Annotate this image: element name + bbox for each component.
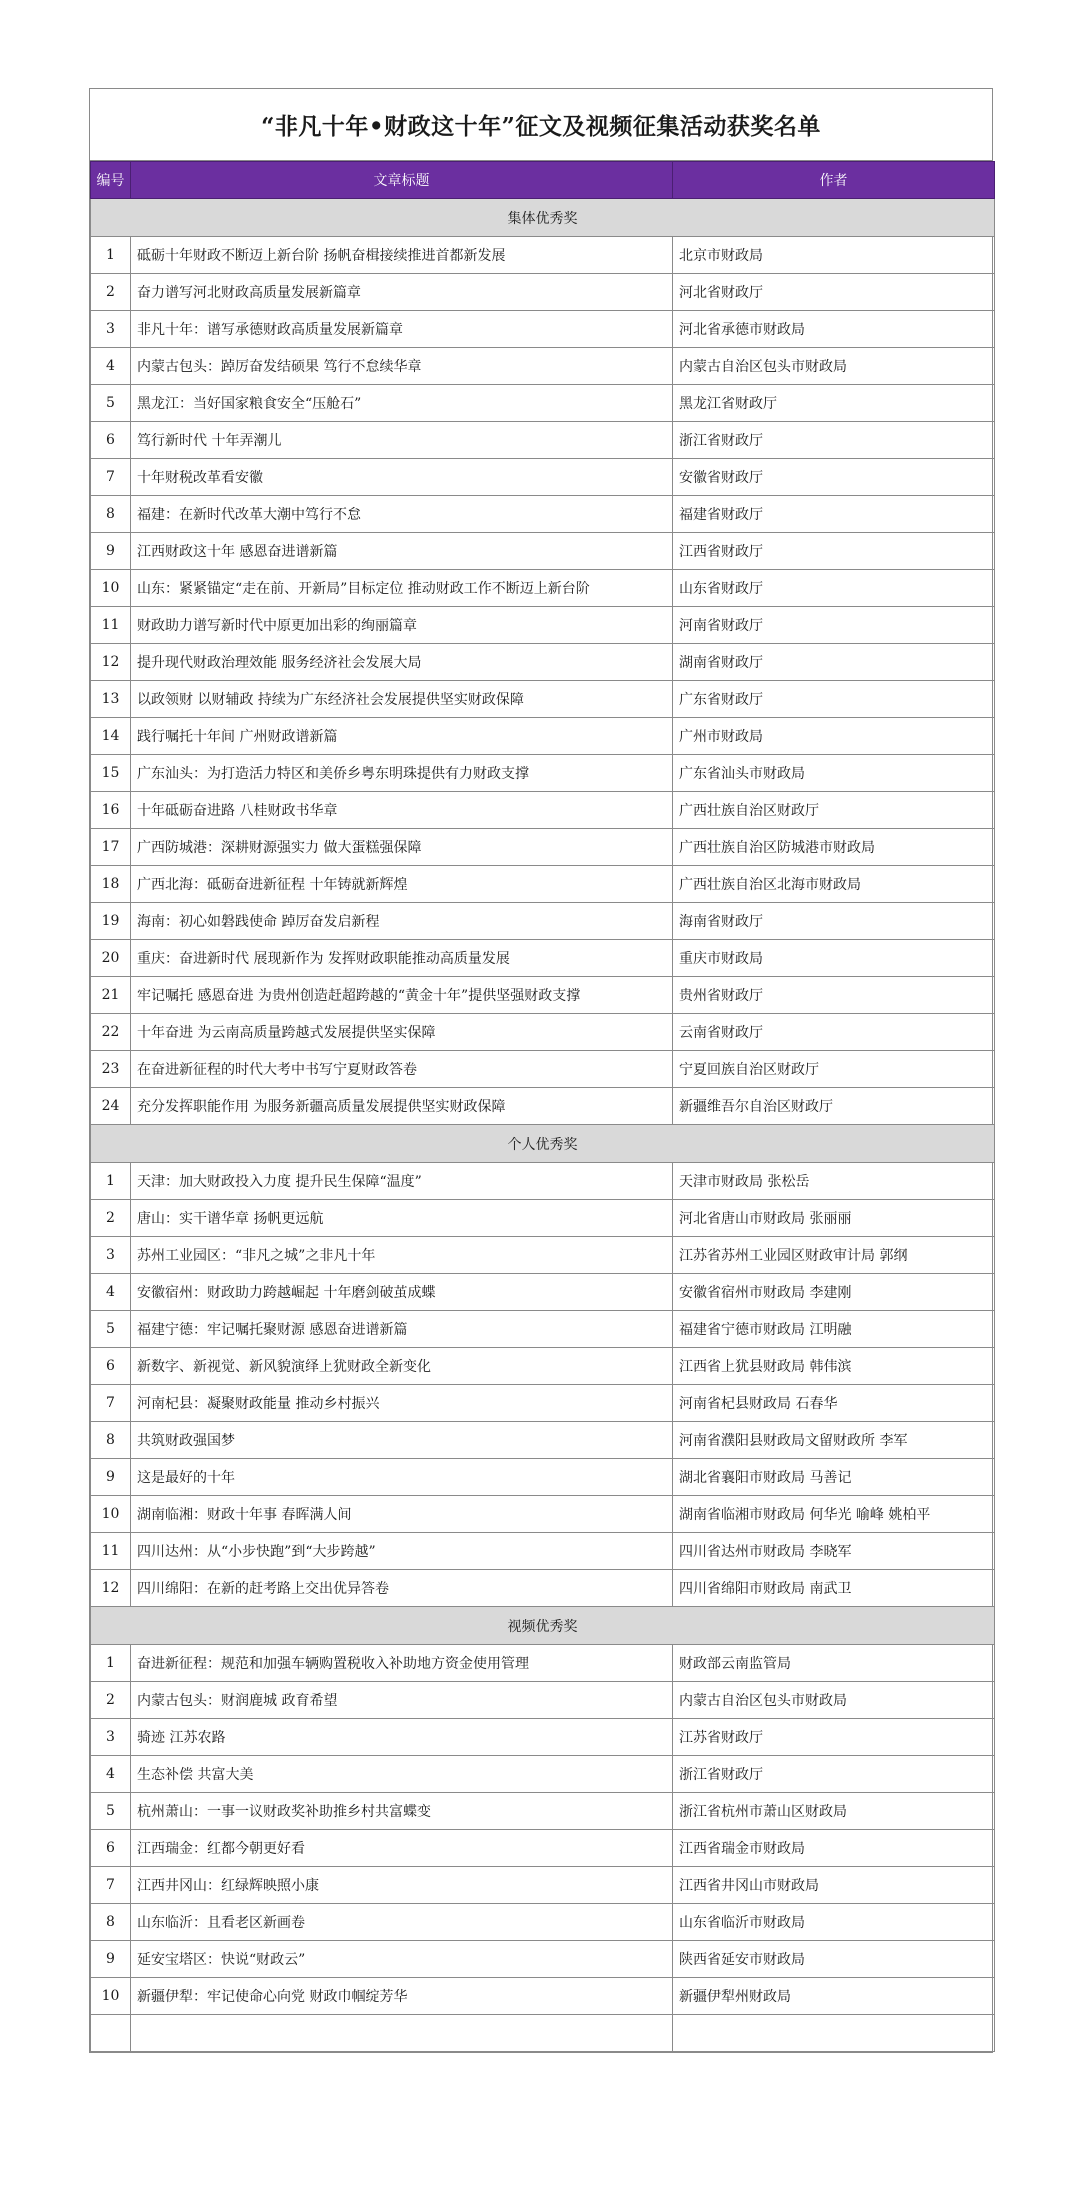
row-title: 砥砺十年财政不断迈上新台阶 扬帆奋楫接续推进首都新发展 [131, 237, 673, 274]
row-number: 4 [91, 348, 131, 385]
row-author: 江西省瑞金市财政局 [673, 1830, 995, 1867]
table-row [91, 1459, 995, 1496]
row-title: 这是最好的十年 [131, 1459, 673, 1496]
row-title: 十年奋进 为云南高质量跨越式发展提供坚实保障 [131, 1014, 673, 1051]
section-name: 视频优秀奖 [91, 1607, 995, 1645]
table-row [91, 1867, 995, 1904]
row-author: 贵州省财政厅 [673, 977, 995, 1014]
table-row [91, 1200, 995, 1237]
section-header-row [91, 199, 995, 237]
section-name: 集体优秀奖 [91, 199, 995, 237]
row-number: 17 [91, 829, 131, 866]
row-author: 宁夏回族自治区财政厅 [673, 1051, 995, 1088]
row-number: 10 [91, 1978, 131, 2015]
table-row [91, 1756, 995, 1793]
row-author: 安徽省宿州市财政局 李建刚 [673, 1274, 995, 1311]
row-author: 广东省财政厅 [673, 681, 995, 718]
row-title: 笃行新时代 十年弄潮儿 [131, 422, 673, 459]
table-row [91, 1422, 995, 1459]
row-title: 唐山：实干谱华章 扬帆更远航 [131, 1200, 673, 1237]
row-number: 9 [91, 1941, 131, 1978]
row-author: 安徽省财政厅 [673, 459, 995, 496]
row-author: 福建省财政厅 [673, 496, 995, 533]
table-row [91, 1014, 995, 1051]
table-row [91, 1496, 995, 1533]
row-number: 1 [91, 237, 131, 274]
row-author: 四川省绵阳市财政局 南武卫 [673, 1570, 995, 1607]
row-title: 重庆：奋进新时代 展现新作为 发挥财政职能推动高质量发展 [131, 940, 673, 977]
row-number: 19 [91, 903, 131, 940]
table-row [91, 274, 995, 311]
row-number: 18 [91, 866, 131, 903]
row-author: 浙江省杭州市萧山区财政局 [673, 1793, 995, 1830]
table-row [91, 1533, 995, 1570]
row-author: 福建省宁德市财政局 江明融 [673, 1311, 995, 1348]
row-author: 陕西省延安市财政局 [673, 1941, 995, 1978]
row-number: 3 [91, 1237, 131, 1274]
row-author: 江苏省财政厅 [673, 1719, 995, 1756]
row-number: 10 [91, 570, 131, 607]
header-title: 文章标题 [131, 162, 673, 199]
row-number: 3 [91, 311, 131, 348]
row-title: 非凡十年：谱写承德财政高质量发展新篇章 [131, 311, 673, 348]
row-author: 河北省承德市财政局 [673, 311, 995, 348]
table-row [91, 903, 995, 940]
row-number: 22 [91, 1014, 131, 1051]
row-number: 2 [91, 1682, 131, 1719]
row-number: 21 [91, 977, 131, 1014]
table-row [91, 792, 995, 829]
row-title: 财政助力谱写新时代中原更加出彩的绚丽篇章 [131, 607, 673, 644]
row-author: 江苏省苏州工业园区财政审计局 郭纲 [673, 1237, 995, 1274]
table-row [91, 681, 995, 718]
section-header-row [91, 1125, 995, 1163]
table-row [91, 829, 995, 866]
row-title: 以政领财 以财辅政 持续为广东经济社会发展提供坚实财政保障 [131, 681, 673, 718]
row-author: 浙江省财政厅 [673, 422, 995, 459]
table-row [91, 1941, 995, 1978]
table-row [91, 311, 995, 348]
row-author: 山东省财政厅 [673, 570, 995, 607]
header-num: 编号 [91, 162, 131, 199]
document-title: “非凡十年•财政这十年”征文及视频征集活动获奖名单 [90, 89, 992, 161]
section-header-row [91, 1607, 995, 1645]
table-body [91, 199, 995, 2052]
row-title: 奋力谱写河北财政高质量发展新篇章 [131, 274, 673, 311]
row-title: 内蒙古包头：踔厉奋发结硕果 笃行不怠续华章 [131, 348, 673, 385]
row-number: 2 [91, 274, 131, 311]
table-row [91, 1385, 995, 1422]
table-row [91, 977, 995, 1014]
table-row [91, 570, 995, 607]
row-author: 天津市财政局 张松岳 [673, 1163, 995, 1200]
row-number: 5 [91, 385, 131, 422]
row-title: 牢记嘱托 感恩奋进 为贵州创造赶超跨越的“黄金十年”提供坚强财政支撑 [131, 977, 673, 1014]
row-title: 十年财税改革看安徽 [131, 459, 673, 496]
row-title: 福建宁德：牢记嘱托聚财源 感恩奋进谱新篇 [131, 1311, 673, 1348]
row-title: 福建：在新时代改革大潮中笃行不怠 [131, 496, 673, 533]
table-row [91, 1311, 995, 1348]
row-author: 湖南省财政厅 [673, 644, 995, 681]
row-author: 新疆维吾尔自治区财政厅 [673, 1088, 995, 1125]
row-title: 江西井冈山：红绿辉映照小康 [131, 1867, 673, 1904]
row-title: 天津：加大财政投入力度 提升民生保障“温度” [131, 1163, 673, 1200]
row-number: 2 [91, 1200, 131, 1237]
table-row [91, 533, 995, 570]
row-number: 20 [91, 940, 131, 977]
row-author: 江西省井冈山市财政局 [673, 1867, 995, 1904]
row-title: 践行嘱托十年间 广州财政谱新篇 [131, 718, 673, 755]
row-number: 3 [91, 1719, 131, 1756]
row-title: 充分发挥职能作用 为服务新疆高质量发展提供坚实财政保障 [131, 1088, 673, 1125]
row-author: 湖北省襄阳市财政局 马善记 [673, 1459, 995, 1496]
row-title: 河南杞县：凝聚财政能量 推动乡村振兴 [131, 1385, 673, 1422]
row-title: 延安宝塔区：快说“财政云” [131, 1941, 673, 1978]
table-row [91, 237, 995, 274]
row-number: 8 [91, 1904, 131, 1941]
row-author: 河北省唐山市财政局 张丽丽 [673, 1200, 995, 1237]
row-author: 河南省财政厅 [673, 607, 995, 644]
row-author: 内蒙古自治区包头市财政局 [673, 348, 995, 385]
row-author: 黑龙江省财政厅 [673, 385, 995, 422]
table-row [91, 459, 995, 496]
row-number: 7 [91, 459, 131, 496]
row-title: 四川达州：从“小步快跑”到“大步跨越” [131, 1533, 673, 1570]
row-number: 9 [91, 1459, 131, 1496]
table-row [91, 1274, 995, 1311]
row-title: 苏州工业园区：“非凡之城”之非凡十年 [131, 1237, 673, 1274]
row-title: 骑迹 江苏农路 [131, 1719, 673, 1756]
row-number: 6 [91, 1348, 131, 1385]
row-author: 湖南省临湘市财政局 何华光 喻峰 姚柏平 [673, 1496, 995, 1533]
row-number: 5 [91, 1311, 131, 1348]
section-name: 个人优秀奖 [91, 1125, 995, 1163]
table-row [91, 1682, 995, 1719]
row-title: 四川绵阳：在新的赶考路上交出优异答卷 [131, 1570, 673, 1607]
row-title: 广东汕头：为打造活力特区和美侨乡粤东明珠提供有力财政支撑 [131, 755, 673, 792]
row-number: 5 [91, 1793, 131, 1830]
row-number: 11 [91, 1533, 131, 1570]
table-row [91, 1088, 995, 1125]
row-number: 7 [91, 1867, 131, 1904]
row-title: 江西瑞金：红都今朝更好看 [131, 1830, 673, 1867]
row-author: 江西省财政厅 [673, 533, 995, 570]
row-title: 广西北海：砥砺奋进新征程 十年铸就新辉煌 [131, 866, 673, 903]
row-author: 海南省财政厅 [673, 903, 995, 940]
table-row [91, 1978, 995, 2015]
row-title: 奋进新征程：规范和加强车辆购置税收入补助地方资金使用管理 [131, 1645, 673, 1682]
table-row [91, 385, 995, 422]
table-row [91, 1570, 995, 1607]
row-author: 新疆伊犁州财政局 [673, 1978, 995, 2015]
row-number: 1 [91, 1645, 131, 1682]
row-author: 江西省上犹县财政局 韩伟滨 [673, 1348, 995, 1385]
table-header-row [91, 162, 995, 199]
row-number: 12 [91, 1570, 131, 1607]
row-number: 7 [91, 1385, 131, 1422]
table-row [91, 1719, 995, 1756]
row-number: 23 [91, 1051, 131, 1088]
row-number: 9 [91, 533, 131, 570]
row-number: 16 [91, 792, 131, 829]
row-author: 河南省杞县财政局 石春华 [673, 1385, 995, 1422]
row-title: 新疆伊犁：牢记使命心向党 财政巾帼绽芳华 [131, 1978, 673, 2015]
table-row [91, 1830, 995, 1867]
table-row [91, 348, 995, 385]
empty-row [91, 2015, 995, 2052]
row-author: 广西壮族自治区财政厅 [673, 792, 995, 829]
row-number: 12 [91, 644, 131, 681]
row-author: 山东省临沂市财政局 [673, 1904, 995, 1941]
table-row [91, 644, 995, 681]
row-author: 云南省财政厅 [673, 1014, 995, 1051]
table-row [91, 1793, 995, 1830]
row-number: 15 [91, 755, 131, 792]
row-title: 新数字、新视觉、新风貌演绎上犹财政全新变化 [131, 1348, 673, 1385]
table-row [91, 1163, 995, 1200]
row-title: 山东临沂：且看老区新画卷 [131, 1904, 673, 1941]
row-author: 财政部云南监管局 [673, 1645, 995, 1682]
row-title: 湖南临湘：财政十年事 春晖满人间 [131, 1496, 673, 1533]
table-row [91, 1904, 995, 1941]
table-row [91, 1051, 995, 1088]
table-row [91, 607, 995, 644]
empty-cell [131, 2015, 673, 2052]
row-author: 河南省濮阳县财政局文留财政所 李军 [673, 1422, 995, 1459]
row-number: 4 [91, 1274, 131, 1311]
row-number: 6 [91, 422, 131, 459]
row-title: 共筑财政强国梦 [131, 1422, 673, 1459]
empty-cell [91, 2015, 131, 2052]
row-author: 重庆市财政局 [673, 940, 995, 977]
row-number: 10 [91, 1496, 131, 1533]
row-title: 生态补偿 共富大美 [131, 1756, 673, 1793]
row-number: 8 [91, 496, 131, 533]
row-title: 黑龙江：当好国家粮食安全“压舱石” [131, 385, 673, 422]
row-author: 内蒙古自治区包头市财政局 [673, 1682, 995, 1719]
table-row [91, 496, 995, 533]
award-list-document [89, 88, 993, 2053]
award-table [90, 161, 995, 2052]
row-author: 广西壮族自治区北海市财政局 [673, 866, 995, 903]
row-title: 山东：紧紧锚定“走在前、开新局”目标定位 推动财政工作不断迈上新台阶 [131, 570, 673, 607]
row-author: 广东省汕头市财政局 [673, 755, 995, 792]
row-title: 提升现代财政治理效能 服务经济社会发展大局 [131, 644, 673, 681]
row-author: 浙江省财政厅 [673, 1756, 995, 1793]
table-row [91, 422, 995, 459]
row-title: 海南：初心如磐践使命 踔厉奋发启新程 [131, 903, 673, 940]
row-author: 北京市财政局 [673, 237, 995, 274]
table-row [91, 755, 995, 792]
row-number: 11 [91, 607, 131, 644]
table-row [91, 718, 995, 755]
row-author: 四川省达州市财政局 李晓军 [673, 1533, 995, 1570]
table-row [91, 1645, 995, 1682]
row-title: 江西财政这十年 感恩奋进谱新篇 [131, 533, 673, 570]
empty-cell [673, 2015, 995, 2052]
table-row [91, 866, 995, 903]
row-author: 河北省财政厅 [673, 274, 995, 311]
row-number: 4 [91, 1756, 131, 1793]
row-title: 在奋进新征程的时代大考中书写宁夏财政答卷 [131, 1051, 673, 1088]
row-title: 杭州萧山：一事一议财政奖补助推乡村共富蝶变 [131, 1793, 673, 1830]
row-title: 广西防城港：深耕财源强实力 做大蛋糕强保障 [131, 829, 673, 866]
row-number: 6 [91, 1830, 131, 1867]
row-number: 13 [91, 681, 131, 718]
row-number: 24 [91, 1088, 131, 1125]
row-title: 十年砥砺奋进路 八桂财政书华章 [131, 792, 673, 829]
row-number: 14 [91, 718, 131, 755]
row-number: 1 [91, 1163, 131, 1200]
row-author: 广西壮族自治区防城港市财政局 [673, 829, 995, 866]
row-title: 安徽宿州：财政助力跨越崛起 十年磨剑破茧成蝶 [131, 1274, 673, 1311]
table-row [91, 1348, 995, 1385]
table-row [91, 1237, 995, 1274]
header-author: 作者 [673, 162, 995, 199]
row-number: 8 [91, 1422, 131, 1459]
table-row [91, 940, 995, 977]
row-title: 内蒙古包头：财润鹿城 政育希望 [131, 1682, 673, 1719]
row-author: 广州市财政局 [673, 718, 995, 755]
